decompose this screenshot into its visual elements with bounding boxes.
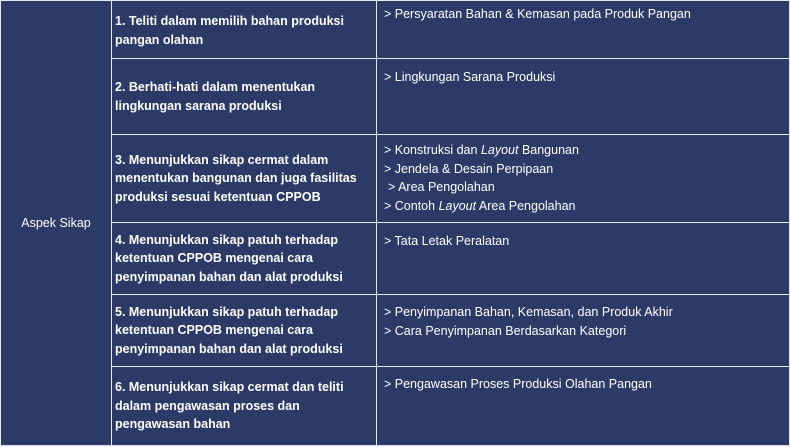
behavior-cell-2 [112, 59, 377, 135]
topic-item: > Penyimpanan Bahan, Kemasan, dan Produk Akhir [384, 305, 673, 319]
topic-item: > Cara Penyimpanan Berdasarkan Kategori [384, 323, 627, 338]
behavior-text: 4. Menunjukkan sikap patuh terhadap ketentuan CPPOB mengenai cara penyimpanan bahan dan alat produksi [115, 232, 343, 284]
behavior-text: 3. Menunjukkan sikap cermat dalam menentukan bangunan dan juga fasilitas produksi sesuai ketentuan CPPOB [115, 152, 357, 204]
aspect-label: Aspek Sikap [21, 216, 91, 230]
topic-item: > Konstruksi dan Layout Bangunan [384, 143, 579, 157]
behavior-cell-4 [112, 223, 377, 295]
topic-item: > Jendela & Desain Perpipaan [384, 161, 554, 176]
behavior-cell-1 [112, 1, 377, 59]
aspect-label-cell [1, 1, 112, 446]
topics-cell-4 [377, 223, 789, 295]
topic-item: > Persyaratan Bahan & Kemasan pada Produk Pangan [384, 7, 691, 21]
behavior-text: 5. Menunjukkan sikap patuh terhadap ketentuan CPPOB mengenai cara penyimpanan bahan dan alat produksi [115, 304, 343, 356]
topics-cell-1 [377, 1, 789, 59]
topic-item: > Tata Letak Peralatan [384, 234, 510, 248]
topic-item: > Pengawasan Proses Produksi Olahan Pangan [384, 377, 652, 391]
topics-cell-2 [377, 59, 789, 135]
topics-cell-6 [377, 367, 789, 446]
topic-item: > Contoh Layout Area Pengolahan [384, 198, 576, 213]
behavior-cell-3 [112, 135, 377, 223]
topics-cell-5 [377, 295, 789, 367]
behavior-text: 1. Teliti dalam memilih bahan produksi pangan olahan [115, 14, 344, 47]
topic-item: > Area Pengolahan [388, 180, 495, 194]
behavior-cell-5 [112, 295, 377, 367]
topic-item: > Lingkungan Sarana Produksi [384, 70, 556, 84]
behavior-text: 6. Menunjukkan sikap cermat dan teliti dalam pengawasan proses dan pengawasan bahan [115, 380, 344, 432]
behavior-cell-6 [112, 367, 377, 446]
behavior-text: 2. Berhati-hati dalam menentukan lingkungan sarana produksi [115, 80, 316, 113]
topics-cell-3 [377, 135, 789, 223]
